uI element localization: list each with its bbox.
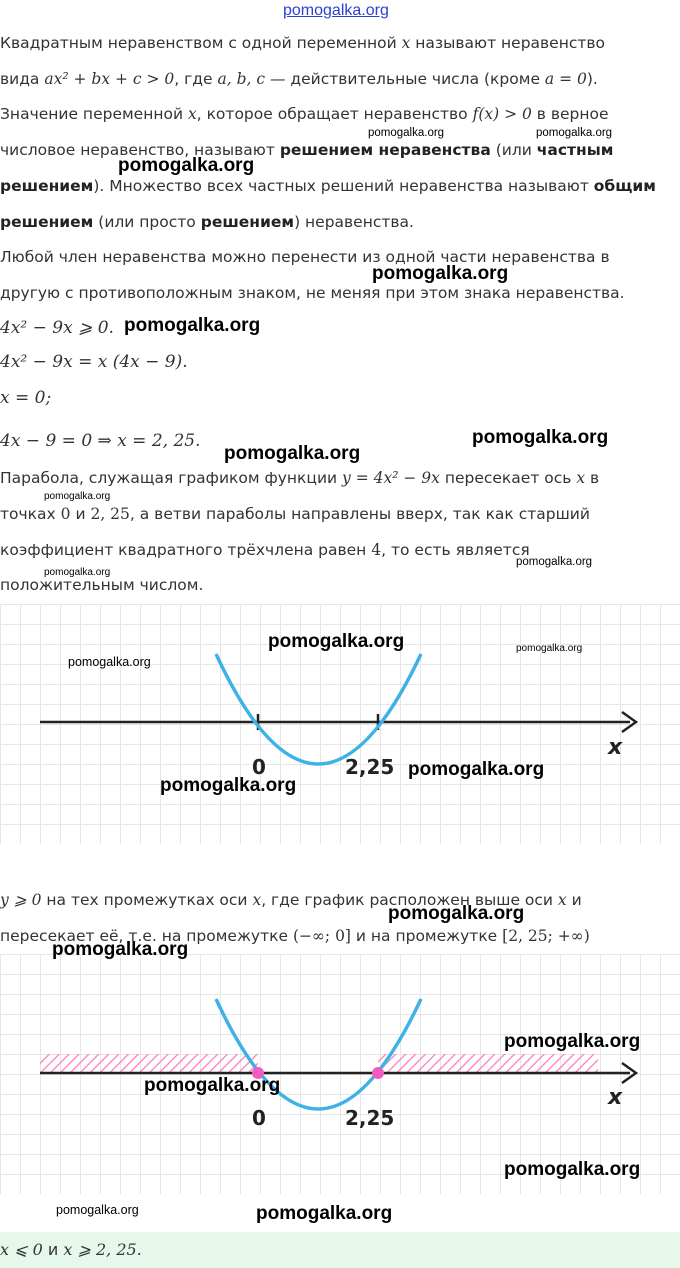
math-number: 0 [60, 505, 71, 523]
watermark: pomogalka.org [144, 1075, 281, 1096]
watermark: pomogalka.org [68, 655, 151, 669]
watermark: pomogalka.org [118, 155, 255, 176]
intro-line-5 [0, 169, 680, 203]
watermark: pomogalka.org [408, 759, 545, 780]
equation-2: 4x² − 9x = x (4x − 9). [0, 352, 188, 372]
equation-3: x = 0; [0, 388, 52, 408]
intro-line-6 [0, 205, 680, 239]
label-root: 2,25 [345, 1106, 395, 1130]
text: и на промежутке [350, 927, 503, 945]
text: — действительные числа (кроме [265, 70, 545, 88]
math-var: x [576, 469, 586, 487]
watermark: pomogalka.org [124, 315, 261, 336]
bold-term: общим [593, 177, 656, 195]
text: точках [0, 505, 61, 523]
watermark: pomogalka.org [268, 631, 405, 652]
math-var: a, b, c [217, 70, 266, 88]
watermark: pomogalka.org [504, 1031, 641, 1052]
watermark: pomogalka.org [256, 1203, 393, 1224]
answer-text [0, 1233, 680, 1267]
text: пересекает ось [439, 469, 577, 487]
label-zero: 0 [252, 1106, 266, 1130]
axis-label-x: x [608, 1085, 623, 1110]
math-formula: ax² + bx + c > 0 [44, 70, 175, 88]
watermark: pomogalka.org [160, 775, 297, 796]
bold-term: решением [0, 213, 94, 231]
watermark: pomogalka.org [516, 643, 583, 654]
text: на тех промежутках оси [41, 891, 253, 909]
intro-line-1 [0, 26, 680, 60]
bold-term: частным [536, 141, 614, 159]
text: числовое неравенство, называют [0, 141, 280, 159]
math-var: x [557, 891, 567, 909]
text: и [566, 891, 582, 909]
text: Значение переменной [0, 105, 188, 123]
text: вида [0, 70, 45, 88]
text: ). Множество всех частных решений неравенства называют [93, 177, 594, 195]
watermark: pomogalka.org [372, 263, 509, 284]
parabola-line-4: положительным числом. [0, 576, 204, 594]
equation-4: 4x − 9 = 0 ⇒ x = 2, 25. [0, 431, 201, 451]
math-var: x [401, 34, 411, 52]
equation-1: 4x² − 9x ⩾ 0. [0, 318, 114, 338]
math-formula: a = 0 [544, 70, 587, 88]
parabola-line-2 [0, 497, 680, 531]
math-var: x [252, 891, 262, 909]
text: , где график расположен выше оси [261, 891, 558, 909]
watermark: pomogalka.org [56, 1203, 139, 1217]
text: (или просто [93, 213, 201, 231]
root-point-2-25 [372, 1067, 384, 1079]
watermark: pomogalka.org [368, 127, 445, 139]
math-interval: (−∞; 0] [292, 927, 351, 945]
text: Парабола, служащая графиком функции [0, 469, 343, 487]
answer-box [0, 1232, 680, 1268]
label-root: 2,25 [345, 755, 395, 779]
graph-2-svg [0, 954, 680, 1194]
bold-term: решением неравенства [279, 141, 491, 159]
math-number: 4 [371, 541, 382, 559]
math-formula: y ⩾ 0 [0, 891, 42, 909]
text: пересекает её, т.е. на промежутке [0, 927, 293, 945]
graph-2 [0, 954, 680, 1194]
math-number: 2, 25 [90, 505, 130, 523]
text: и [70, 505, 91, 523]
watermark: pomogalka.org [516, 556, 593, 568]
intro-line-2 [0, 62, 680, 96]
bold-term: решением [200, 213, 295, 231]
watermark: pomogalka.org [536, 127, 613, 139]
text: , то есть является [381, 541, 530, 559]
text: , где [174, 70, 218, 88]
text: коэффициент квадратного трёхчлена равен [0, 541, 372, 559]
text: Квадратным неравенством с одной переменной [0, 34, 402, 52]
watermark: pomogalka.org [472, 427, 609, 448]
text: , а ветви параболы направлены вверх, так как старший [129, 505, 590, 523]
text: (или [490, 141, 537, 159]
watermark: pomogalka.org [44, 491, 111, 502]
hatch-left [40, 1054, 258, 1073]
math-var: x [187, 105, 197, 123]
math-formula: x ⩾ 2, 25. [63, 1240, 142, 1259]
bold-term: решением [0, 177, 94, 195]
watermark: pomogalka.org [52, 939, 189, 960]
text: в верное [531, 105, 609, 123]
math-interval: [2, 25; +∞) [502, 927, 590, 945]
text: в [585, 469, 600, 487]
watermark: pomogalka.org [44, 567, 111, 578]
interval-line-1 [0, 883, 680, 917]
math-formula: x ⩽ 0 [0, 1240, 43, 1259]
watermark: pomogalka.org [504, 1159, 641, 1180]
intro-line-8: другую с противоположным знаком, не меняя при этом знака неравенства. [0, 284, 625, 302]
math-formula: y = 4x² − 9x [342, 469, 440, 487]
axis-label-x: x [608, 735, 623, 760]
intro-line-3 [0, 97, 680, 131]
label-zero: 0 [252, 755, 266, 779]
text: , которое обращает неравенство [196, 105, 473, 123]
hatch-right [378, 1054, 598, 1073]
text: ). [586, 70, 598, 88]
watermark: pomogalka.org [388, 903, 525, 924]
math-formula: f(x) > 0 [472, 105, 532, 123]
text: называют неравенство [410, 34, 606, 52]
text: ) неравенства. [294, 213, 414, 231]
site-link[interactable]: pomogalka.org [283, 2, 389, 19]
watermark: pomogalka.org [224, 443, 361, 464]
intro-line-7: Любой член неравенства можно перенести из одной части неравенства в [0, 248, 610, 266]
parabola-line-1 [0, 461, 680, 495]
text: и [42, 1240, 64, 1259]
parabola-curve [216, 654, 421, 764]
